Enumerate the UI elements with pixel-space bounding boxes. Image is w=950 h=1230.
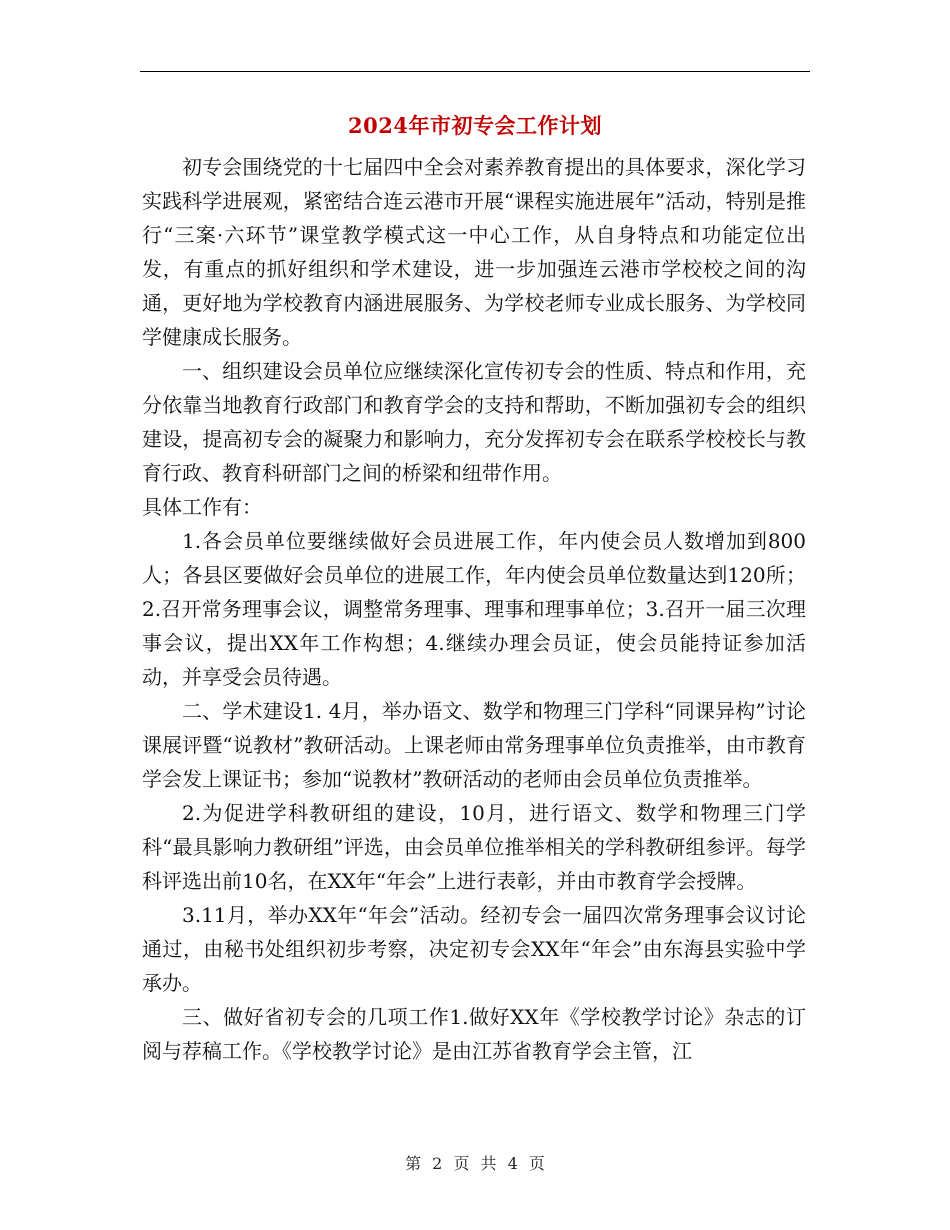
paragraph-tasks-heading: 具体工作有： xyxy=(142,495,262,519)
paragraph-tasks: 1.各会员单位要继续做好会员进展工作，年内使会员人数增加到800人；各县区要做好会员单位的进展工作，年内使会员单位数量达到120所；2.召开常务理事会议，调整常务理事、理事和理事单位；3.召开一届三次理事会议，提出XX年工作构想；4.继续办理会员证，使会员能持证参加活动，并享受会员待遇。 xyxy=(142,529,806,689)
paragraph-academic: 二、学术建设1. 4月，举办语文、数学和物理三门学科“同课异构”讨论课展评暨“说教材”教研活动。上课老师由常务理事单位负责推举，由市教育学会发上课证书；参加“说教材”教研活动的老师由会员单位负责推举。 xyxy=(142,699,806,791)
paragraph-provincial: 三、做好省初专会的几项工作1.做好XX年《学校教学讨论》杂志的订阅与荐稿工作。《学校教学讨论》是由江苏省教育学会主管，江 xyxy=(142,1005,806,1063)
paragraph-organization: 一、组织建设会员单位应继续深化宣传初专会的性质、特点和作用，充分依靠当地教育行政部门和教育学会的支持和帮助，不断加强初专会的组织建设，提高初专会的凝聚力和影响力，充分发挥初专会在联系学校校长与教育行政、教育科研部门之间的桥梁和纽带作用。 xyxy=(142,359,806,485)
document-body xyxy=(142,150,806,1068)
header-rule xyxy=(140,71,810,72)
paragraph-annual-meeting: 3.11月，举办XX年“年会”活动。经初专会一届四次常务理事会议讨论通过，由秘书处组织初步考察，决定初专会XX年“年会”由东海县实验中学承办。 xyxy=(142,903,806,995)
document-title: 2024年市初专会工作计划 xyxy=(348,113,602,138)
paragraph-intro: 初专会围绕党的十七届四中全会对素养教育提出的具体要求，深化学习实践科学进展观，紧密结合连云港市开展“课程实施进展年”活动，特别是推行“三案·六环节”课堂教学模式这一中心工作，从自身特点和功能定位出发，有重点的抓好组织和学术建设，进一步加强连云港市学校校之间的沟通，更好地为学校教育内涵进展服务、为学校老师专业成长服务、为学校同学健康成长服务。 xyxy=(142,155,806,349)
page-number-footer: 第 2 页 共 4 页 xyxy=(405,1154,545,1173)
paragraph-teaching-groups: 2.为促进学科教研组的建设，10月，进行语文、数学和物理三门学科“最具影响力教研组”评选，由会员单位推举相关的学科教研组参评。每学科评选出前10名，在XX年“年会”上进行表彰，并由市教育学会授牌。 xyxy=(142,801,806,893)
